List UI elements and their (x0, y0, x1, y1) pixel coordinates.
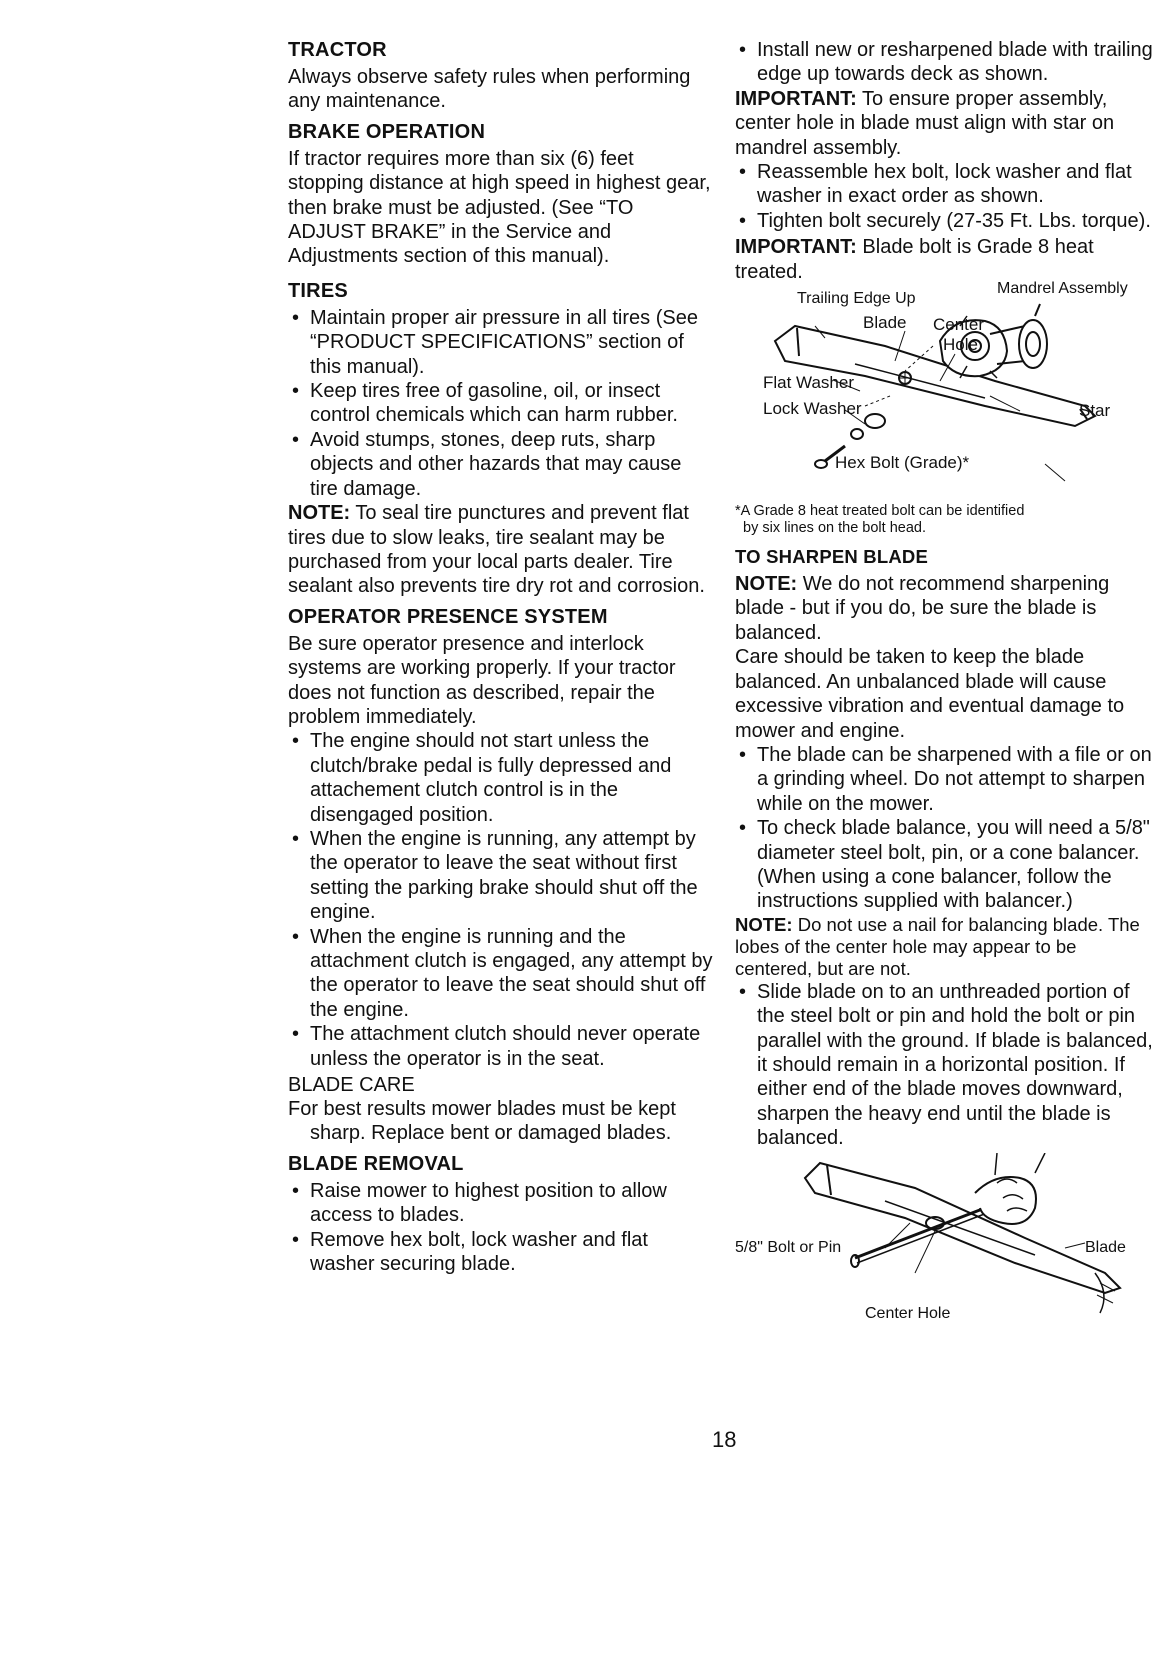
operator-presence-heading: OPERATOR PRESENCE SYSTEM (288, 605, 608, 628)
important-alignment (735, 87, 1155, 160)
hole-label: Hole (943, 335, 978, 355)
brake-heading: BRAKE OPERATION (288, 120, 486, 143)
sharpen-text: Care should be taken to keep the blade balanced. An unbalanced blade will cause excessive vibration and eventual damage to mower and engine. (735, 646, 1125, 742)
note-label: NOTE: (735, 573, 798, 596)
ops-bullet: • The attachment clutch should never operate unless the operator is in the seat. (288, 1022, 713, 1071)
blade-care-text: For best results mower blades must be kept sharp. Replace bent or damaged blades. (288, 1098, 676, 1145)
tires-bullet: • Keep tires free of gasoline, oil, or insect control chemicals which can harm rubber. (288, 379, 713, 428)
blade-removal-heading: BLADE REMOVAL (288, 1152, 464, 1175)
tractor-text: Always observe safety rules when performing any maintenance. (288, 66, 691, 113)
important-text: To ensure proper assembly, center hole in blade must align with star on mandrel assembly. (735, 87, 1115, 159)
tires-heading: TIRES (288, 279, 348, 302)
important-label: IMPORTANT: (735, 236, 857, 259)
tighten-bullet: • Tighten bolt securely (27-35 Ft. Lbs. torque). (735, 209, 1155, 233)
star-label: Star (1079, 401, 1111, 421)
ops-bullet: • When the engine is running, any attempt by the operator to leave the seat without first setting the parking brake should shut off the engine. (288, 827, 713, 925)
footnote-line: by six lines on the bolt head. (743, 520, 926, 537)
important-label: IMPORTANT: (735, 87, 857, 110)
grade-footnote (735, 503, 1155, 537)
tires-bullet: • Maintain proper air pressure in all tires (See “PRODUCT SPECIFICATIONS” section of this manual). (288, 306, 713, 379)
note-label: NOTE: (288, 502, 351, 525)
mandrel-assembly-label: Mandrel Assembly (997, 280, 1128, 298)
tires-note (288, 501, 713, 599)
trailing-edge-label: Trailing Edge Up (797, 290, 916, 308)
install-bullet: • Install new or resharpened blade with trailing edge up towards deck as shown. (735, 38, 1155, 87)
note-text: To seal tire punctures and prevent flat tires due to slow leaks, tire sealant may be purchased from your local parts dealer. Tire sealant also prevents tire dry rot and corrosion. (288, 502, 705, 598)
center-hole-label: Center Hole (865, 1304, 951, 1322)
sharpen-bullet: • To check blade balance, you will need a 5/8" diameter steel bolt, pin, or a cone balancer. (When using a cone balancer, follow the instructions supplied with balancer.) (735, 816, 1155, 914)
blade-balance-figure (735, 1153, 1155, 1343)
hex-bolt-label: Hex Bolt (Grade)* (835, 453, 970, 473)
blade-care-heading: BLADE CARE (288, 1074, 415, 1097)
flat-washer-label: Flat Washer (763, 373, 855, 393)
blade-installation-figure (735, 280, 1155, 501)
slide-bullet: • Slide blade on to an unthreaded portion of the steel bolt or pin and hold the bolt or pin parallel with the ground. If blade is balanced, it should remain in a horizontal position. If either end of the blade moves downward, sharpen the heavy end until the blade is balanced. (735, 980, 1155, 1151)
tractor-heading: TRACTOR (288, 39, 387, 61)
lock-washer-label: Lock Washer (763, 399, 862, 419)
note-text: We do not recommend sharpening blade - but if you do, be sure the blade is balanced. (735, 573, 1110, 644)
right-column (735, 38, 1155, 1343)
sharpen-bullet: • The blade can be sharpened with a file or on a grinding wheel. Do not attempt to sharpen while on the mower. (735, 743, 1155, 816)
bolt-or-pin-label: 5/8" Bolt or Pin (735, 1238, 842, 1256)
brake-text: If tractor requires more than six (6) feet stopping distance at high speed in highest gear, then brake must be adjusted. (See “TO ADJUST BRAKE” in the Service and Adjustments section of this manual). (288, 147, 711, 268)
note-text: Do not use a nail for balancing blade. The lobes of the center hole may appear to be centered, but are not. (735, 913, 1140, 979)
sharpen-note (735, 572, 1155, 645)
page-number: 18 (712, 1427, 737, 1452)
operator-presence-text: Be sure operator presence and interlock systems are working properly. If your tractor does not function as described, repair the problem immediately. (288, 632, 676, 728)
blade-label: Blade (1085, 1238, 1126, 1256)
important-text: Blade bolt is Grade 8 heat treated. (735, 236, 1094, 283)
removal-bullet: • Raise mower to highest position to allow access to blades. (288, 1179, 713, 1228)
nail-note (735, 914, 1155, 980)
blade-label: Blade (863, 313, 907, 333)
center-label: Center (933, 315, 985, 335)
ops-bullet: • The engine should not start unless the clutch/brake pedal is fully depressed and attachement clutch control is in the disengaged position. (288, 729, 713, 827)
left-column (288, 38, 713, 1276)
reassemble-bullet: • Reassemble hex bolt, lock washer and flat washer in exact order as shown. (735, 160, 1155, 209)
note-label: NOTE: (735, 913, 793, 935)
removal-bullet: • Remove hex bolt, lock washer and flat washer securing blade. (288, 1228, 713, 1277)
tires-bullet: • Avoid stumps, stones, deep ruts, sharp objects and other hazards that may cause tire damage. (288, 428, 713, 501)
footnote-line: *A Grade 8 heat treated bolt can be identified (735, 503, 1025, 520)
sharpen-heading: TO SHARPEN BLADE (735, 546, 929, 568)
ops-bullet: • When the engine is running and the attachment clutch is engaged, any attempt by the operator to leave the seat should shut off the engine. (288, 925, 713, 1023)
important-grade (735, 235, 1155, 284)
